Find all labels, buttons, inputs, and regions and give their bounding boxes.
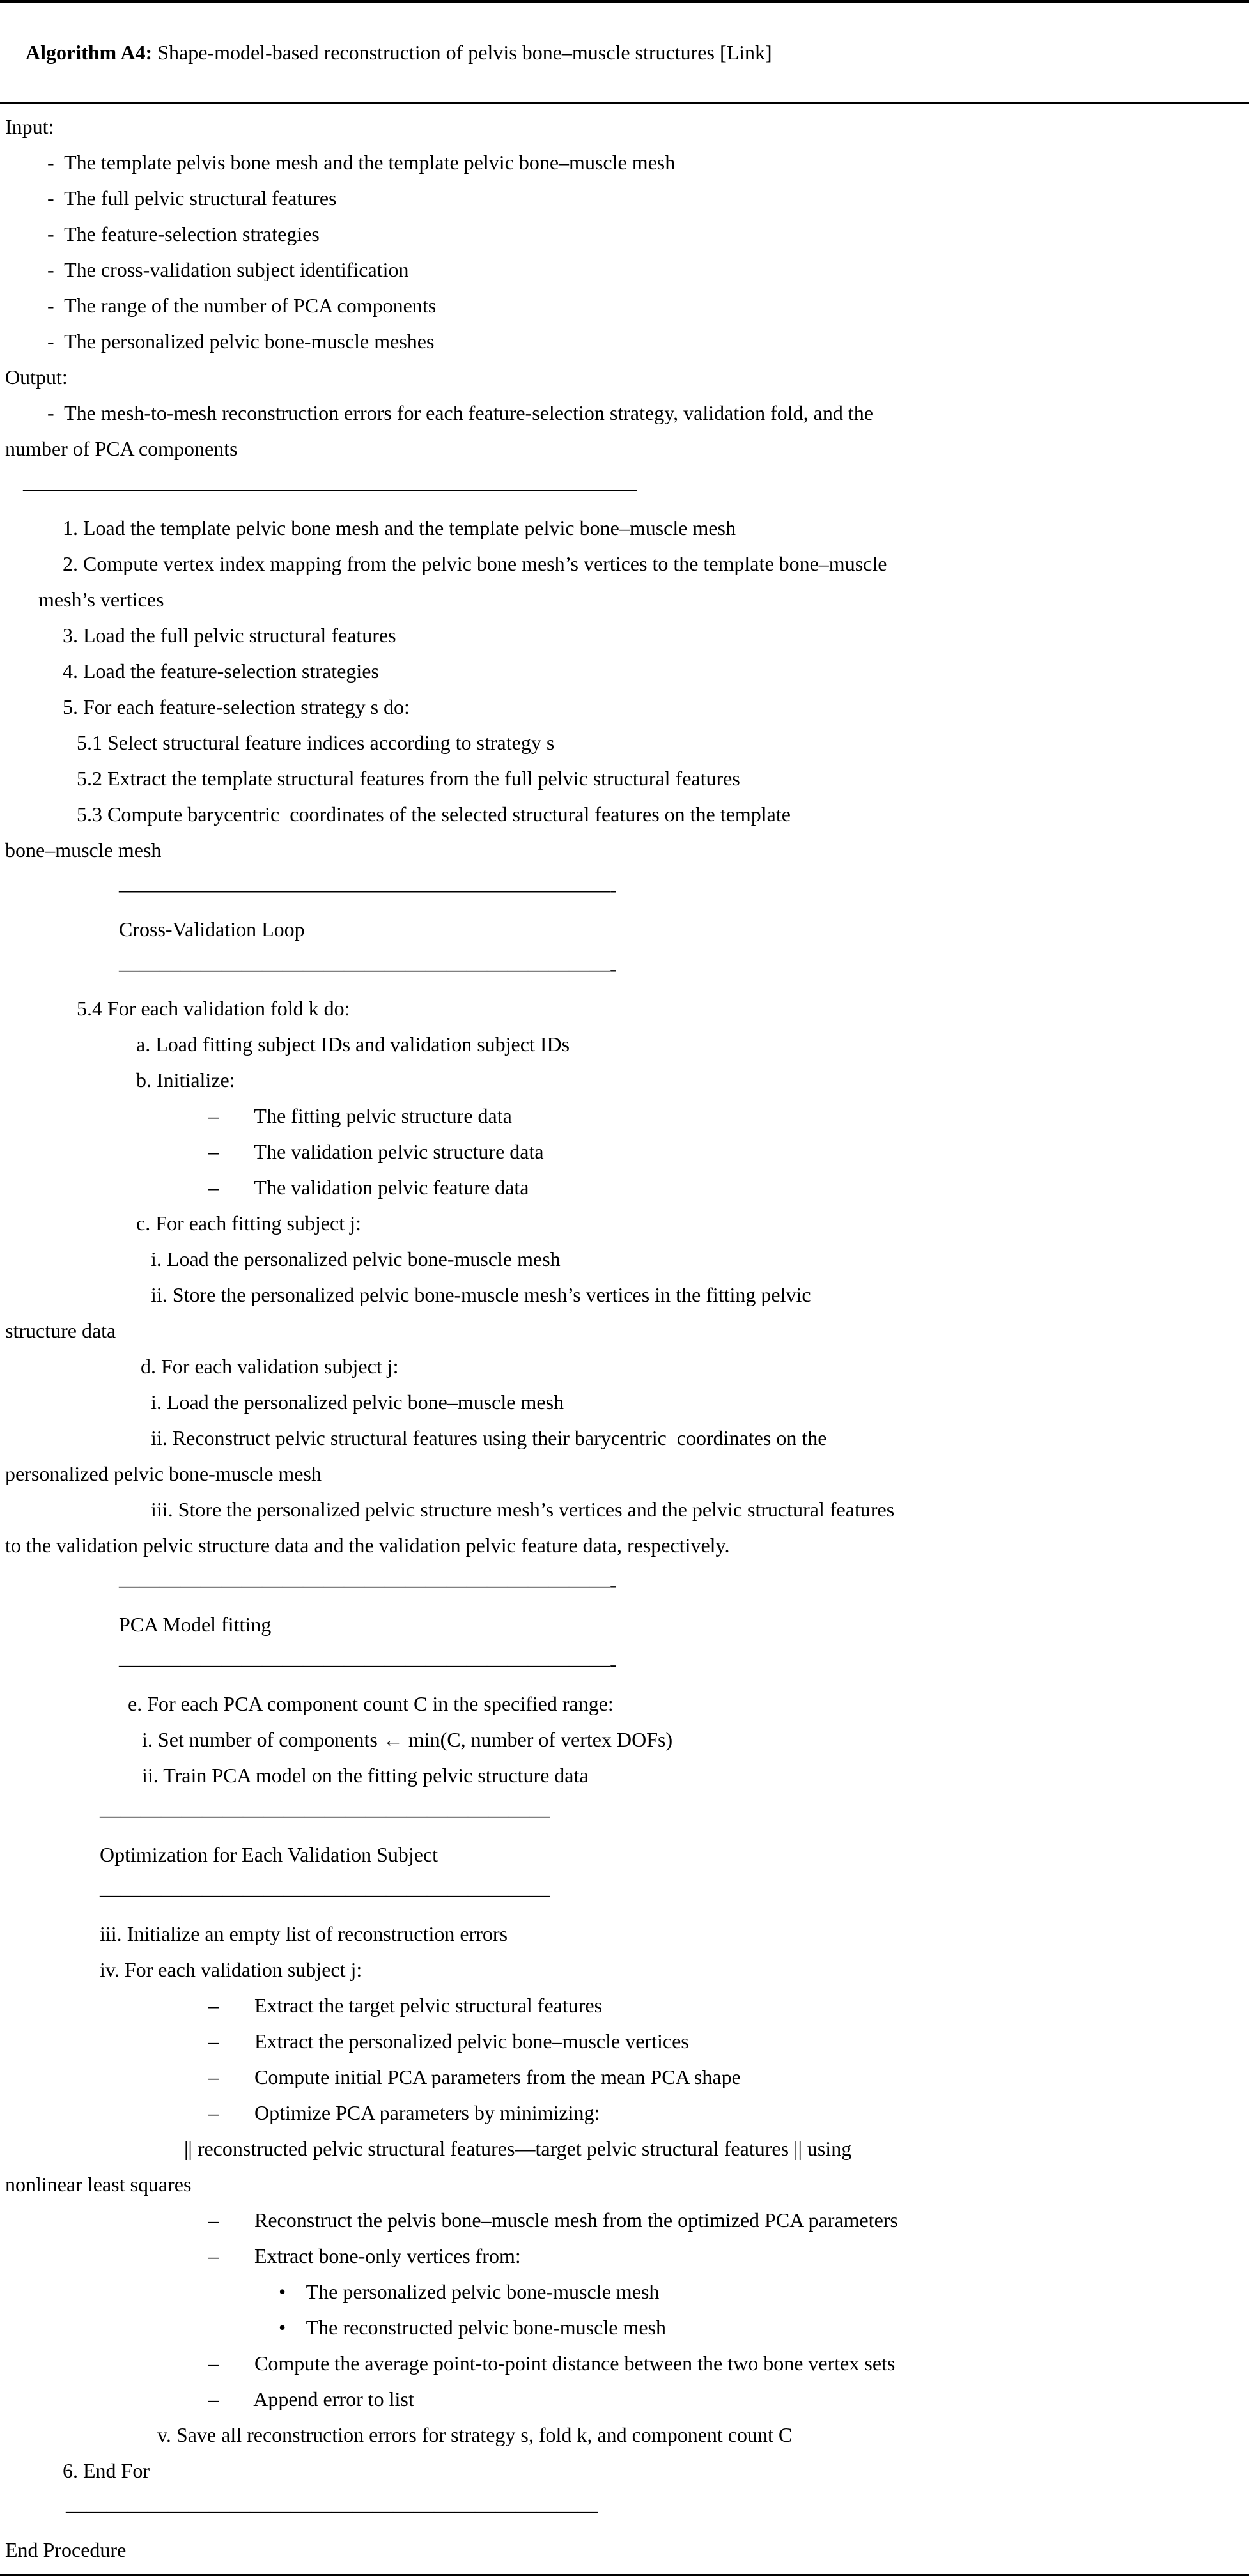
algorithm-line: i. Set number of components ← min(C, number of vertex DOFs) <box>142 1728 673 1751</box>
separator-line: ————————————————————————- <box>119 957 617 980</box>
algorithm-body <box>0 104 1249 2574</box>
algorithm-line: - The full pelvic structural features <box>47 187 337 210</box>
algorithm-line: 4. Load the feature-selection strategies <box>63 659 379 683</box>
algorithm-line: Input: <box>5 115 54 138</box>
algorithm-line: - The personalized pelvic bone-muscle meshes <box>47 330 435 353</box>
algorithm-line: ii. Train PCA model on the fitting pelvic structure data <box>142 1764 589 1787</box>
algorithm-title <box>0 3 1249 104</box>
algorithm-line: Output: <box>5 366 68 389</box>
algorithm-line: - The mesh-to-mesh reconstruction errors for each feature-selection strategy, validation fold, and the <box>47 401 873 424</box>
algorithm-line: • The personalized pelvic bone-muscle mesh <box>279 2280 660 2303</box>
algorithm-line: 1. Load the template pelvic bone mesh and the template pelvic bone–muscle mesh <box>63 516 736 539</box>
algorithm-line: mesh’s vertices <box>38 588 164 611</box>
algorithm-line: structure data <box>5 1319 116 1342</box>
algorithm-line: – The validation pelvic feature data <box>208 1176 529 1199</box>
algorithm-line: - The cross-validation subject identification <box>47 258 409 281</box>
algorithm-line: || reconstructed pelvic structural features—target pelvic structural features || using <box>184 2137 852 2160</box>
algorithm-line: 6. End For <box>63 2459 150 2482</box>
algorithm-line: Cross-Validation Loop <box>119 918 305 941</box>
algorithm-title-text: Shape-model-based reconstruction of pelvis bone–muscle structures <box>152 41 720 64</box>
algorithm-line: Optimization for Each Validation Subject <box>100 1843 438 1866</box>
algorithm-line: iii. Store the personalized pelvic structure mesh’s vertices and the pelvic structural features <box>151 1498 895 1521</box>
algorithm-line: 5. For each feature-selection strategy s do: <box>63 695 410 718</box>
algorithm-line: PCA Model fitting <box>119 1613 272 1636</box>
algorithm-line: – Extract the personalized pelvic bone–muscle vertices <box>208 2030 689 2053</box>
algorithm-line: 5.2 Extract the template structural features from the full pelvic structural features <box>77 767 740 790</box>
algorithm-line: – Append error to list <box>208 2387 414 2410</box>
separator-line: ————————————————————————- <box>119 1573 617 1596</box>
algorithm-line: End Procedure <box>5 2538 127 2561</box>
separator-line: ————————————————————————- <box>119 878 617 901</box>
algorithm-line: a. Load fitting subject IDs and validation subject IDs <box>136 1033 570 1056</box>
algorithm-line: – Optimize PCA parameters by minimizing: <box>208 2101 600 2124</box>
separator-line: —————————————————————————— <box>66 2499 598 2522</box>
separator-line: —————————————————————— <box>100 1803 550 1826</box>
algorithm-line: 5.4 For each validation fold k do: <box>77 997 350 1020</box>
algorithm-line: number of PCA components <box>5 437 238 460</box>
separator-line: —————————————————————— <box>100 1883 550 1906</box>
algorithm-line: iii. Initialize an empty list of reconstruction errors <box>100 1922 508 1945</box>
algorithm-line: 3. Load the full pelvic structural features <box>63 624 396 647</box>
algorithm-line: ii. Store the personalized pelvic bone-muscle mesh’s vertices in the fitting pelvic <box>151 1283 811 1306</box>
algorithm-line: – Reconstruct the pelvis bone–muscle mesh from the optimized PCA parameters <box>208 2209 898 2232</box>
algorithm-line: bone–muscle mesh <box>5 838 162 861</box>
algorithm-line: – The validation pelvic structure data <box>208 1140 544 1163</box>
algorithm-line: v. Save all reconstruction errors for strategy s, fold k, and component count C <box>157 2423 793 2446</box>
algorithm-line: 5.1 Select structural feature indices according to strategy s <box>77 731 555 754</box>
algorithm-line: • The reconstructed pelvic bone-muscle mesh <box>279 2316 666 2339</box>
algorithm-line: – The fitting pelvic structure data <box>208 1104 512 1127</box>
algorithm-line: – Compute initial PCA parameters from the mean PCA shape <box>208 2065 741 2088</box>
algorithm-line: i. Load the personalized pelvic bone-muscle mesh <box>151 1247 561 1270</box>
algorithm-line: c. For each fitting subject j: <box>136 1212 361 1235</box>
algorithm-line: 2. Compute vertex index mapping from the pelvic bone mesh’s vertices to the template bone–muscle <box>63 552 887 575</box>
separator-line: ————————————————————————- <box>119 1653 617 1676</box>
algorithm-link[interactable]: [Link] <box>719 41 772 64</box>
algorithm-line: b. Initialize: <box>136 1068 235 1091</box>
algorithm-line: nonlinear least squares <box>5 2173 192 2196</box>
algorithm-line: – Extract the target pelvic structural features <box>208 1994 603 2017</box>
separator-line: —————————————————————————————— <box>23 477 637 500</box>
algorithm-line: - The range of the number of PCA components <box>47 294 437 317</box>
algorithm-line: d. For each validation subject j: <box>141 1355 399 1378</box>
algorithm-line: i. Load the personalized pelvic bone–muscle mesh <box>151 1391 564 1414</box>
algorithm-line: e. For each PCA component count C in the specified range: <box>128 1692 614 1715</box>
algorithm-line: ii. Reconstruct pelvic structural features using their barycentric coordinates on the <box>151 1426 827 1449</box>
algorithm-line: - The feature-selection strategies <box>47 222 320 245</box>
algorithm-line: personalized pelvic bone-muscle mesh <box>5 1462 322 1485</box>
algorithm-line: – Compute the average point-to-point distance between the two bone vertex sets <box>208 2352 896 2375</box>
algorithm-line: to the validation pelvic structure data and the validation pelvic feature data, respectively. <box>5 1534 730 1557</box>
algorithm-id: Algorithm A4: <box>26 41 153 64</box>
algorithm-line: – Extract bone-only vertices from: <box>208 2244 521 2267</box>
algorithm-line: iv. For each validation subject j: <box>100 1958 362 1981</box>
algorithm-line: - The template pelvis bone mesh and the template pelvic bone–muscle mesh <box>47 151 676 174</box>
algorithm-line: 5.3 Compute barycentric coordinates of the selected structural features on the template <box>77 803 791 826</box>
